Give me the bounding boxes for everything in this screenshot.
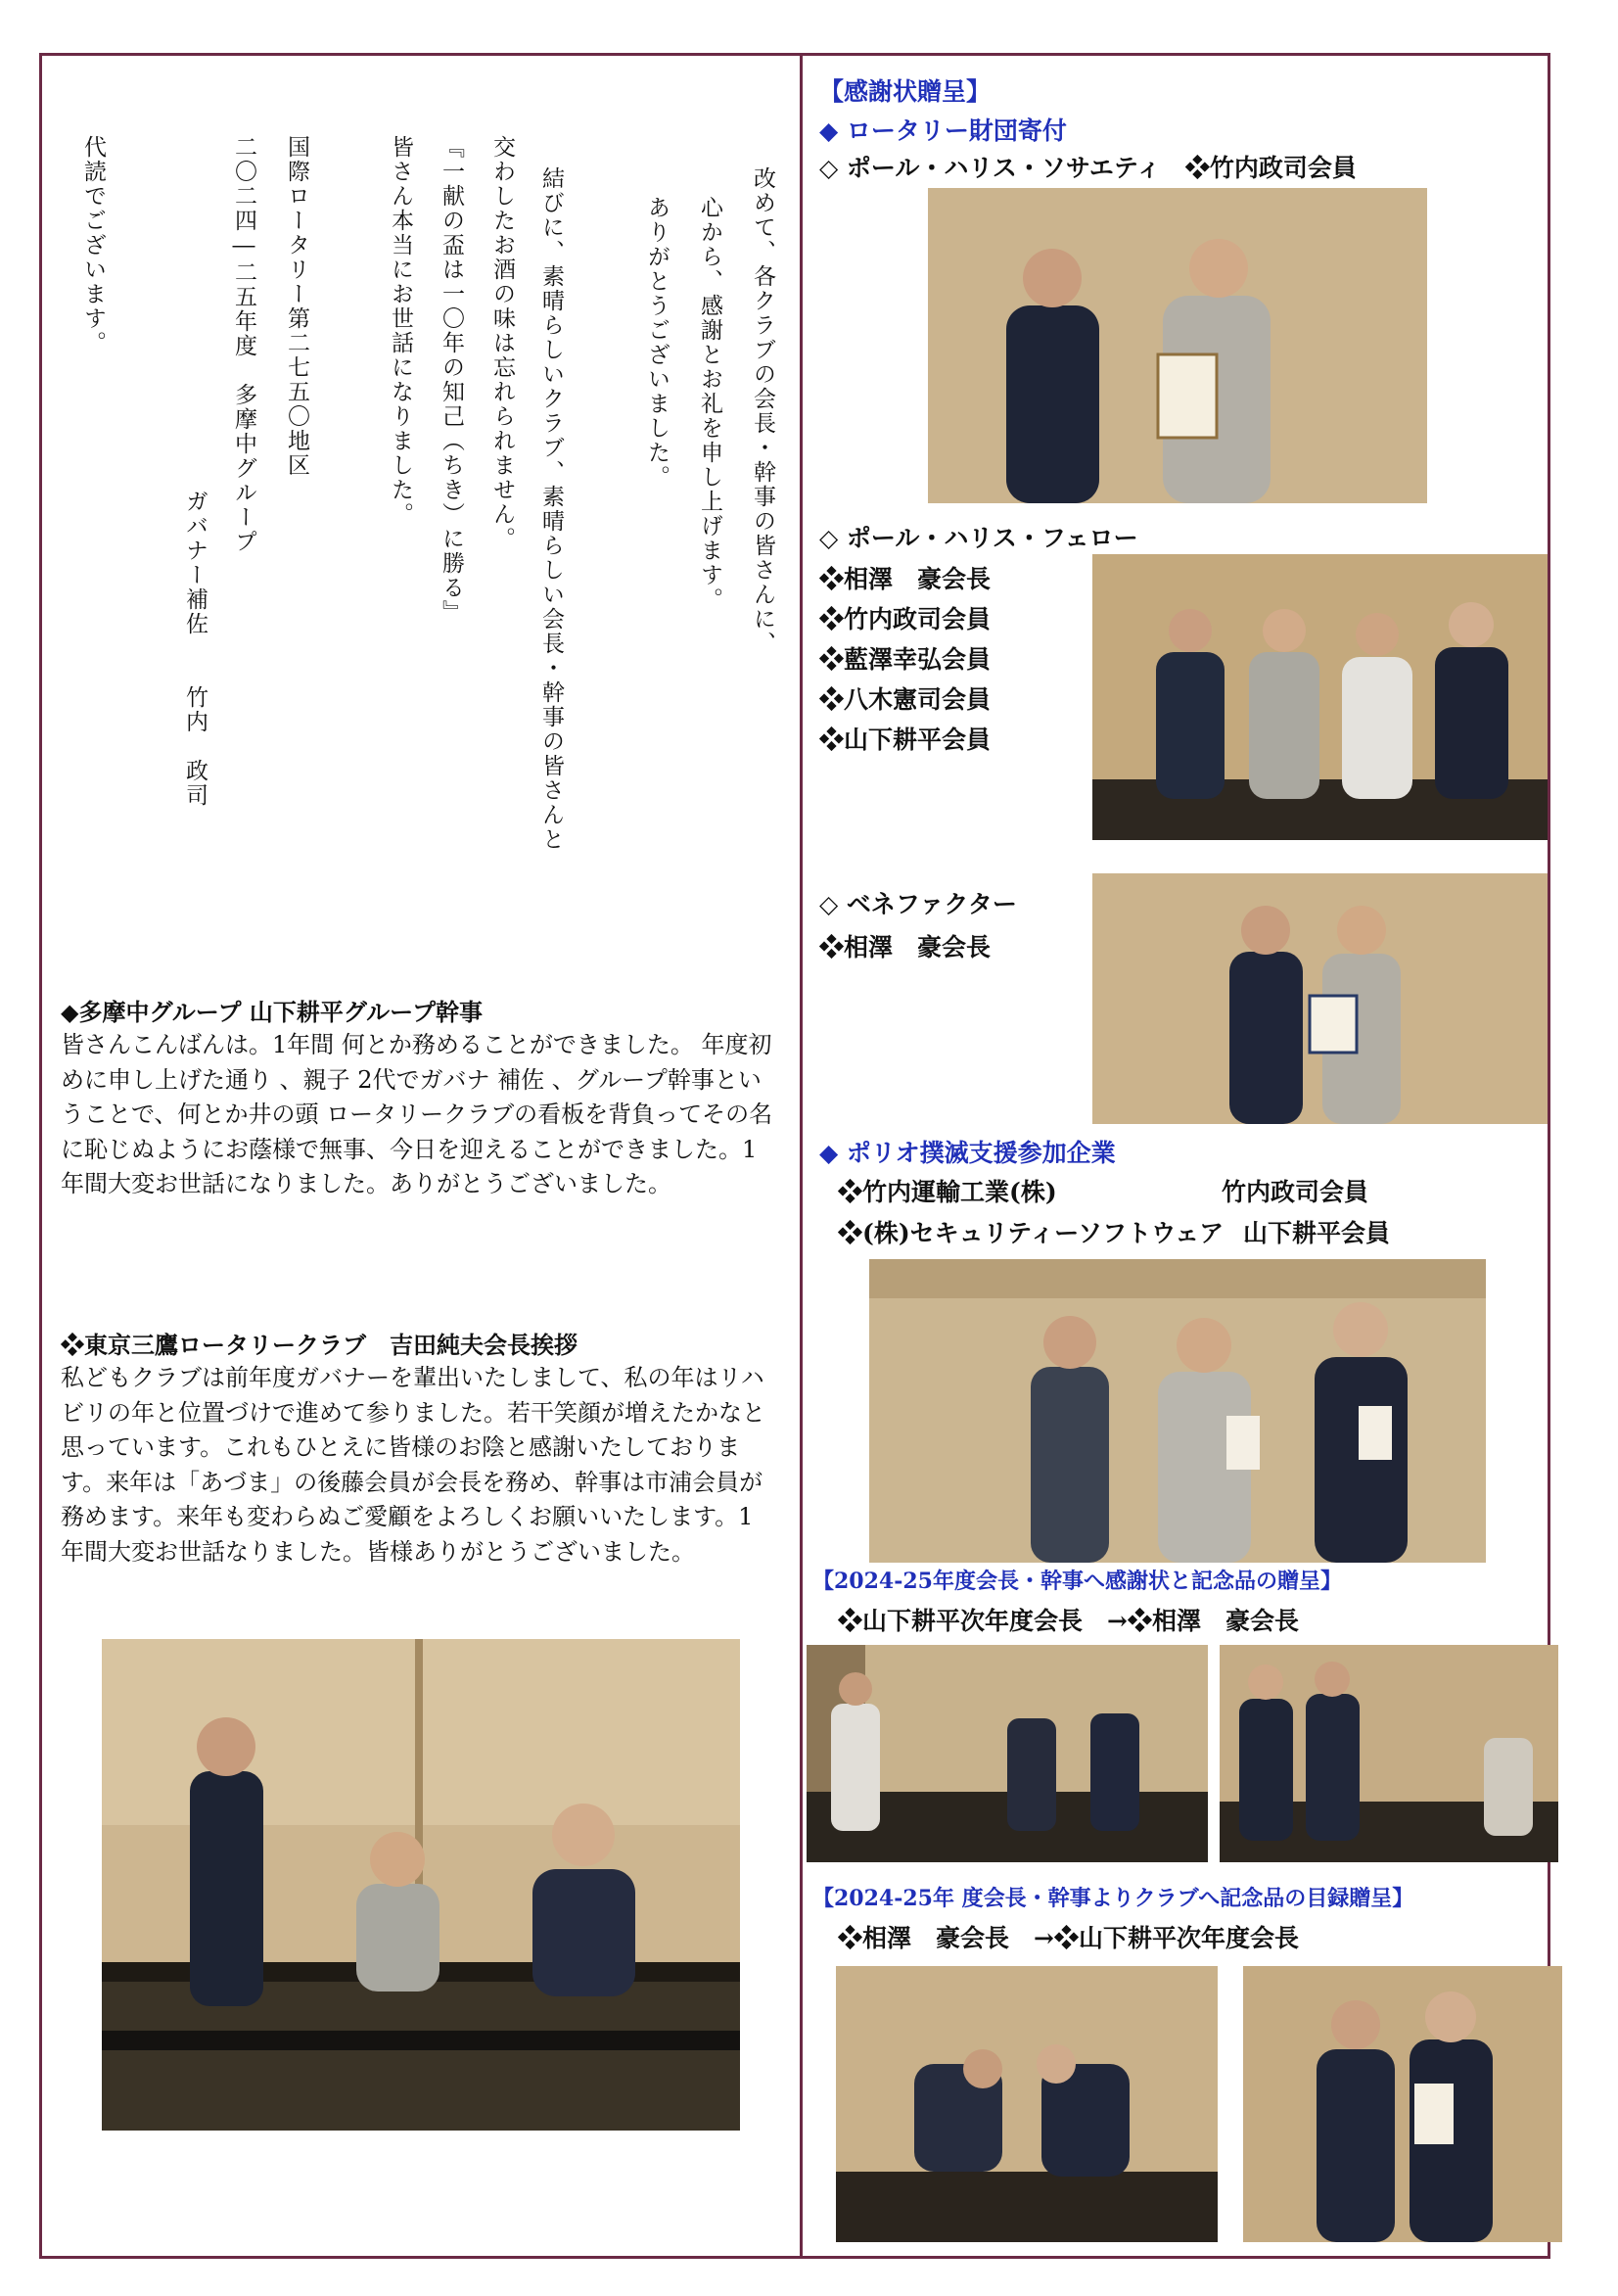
vertical-line-10: ガバナー補佐 竹内 政司 [182, 490, 208, 808]
section-body-yamashita: 皆さんこんばんは。1年間 何とか務めることができました。 年度初めに申し上げた通り 、親子 2代でガバナ 補佐 、グループ幹事ということで、何とか井の頭 ロータリークラブの看板を背負ってその名に恥じぬようにお蔭様で無事、今日を迎えることができました。1年間大変お世話になりました。ありがとうございました。 [61, 1031, 773, 1197]
polio-company-2: ❖(株)セキュリティーソフトウェア [838, 1219, 1225, 1247]
phf-member-2: ❖竹内政司会員 [819, 605, 992, 633]
award1-heading: 【2024-25年度会長・幹事へ感謝状と記念品の贈呈】 [812, 1569, 1342, 1594]
award1-line: ❖山下耕平次年度会長 →❖相澤 豪会長 [838, 1607, 1299, 1635]
vertical-line-11: 代読でございます。 [80, 135, 106, 355]
award1-photo-right [1220, 1645, 1558, 1862]
vertical-line-4: 結びに、素晴らしいクラブ、素晴らしい会長・幹事の皆さんと [538, 166, 564, 852]
section-heading-yoshida: ❖東京三鷹ロータリークラブ 吉田純夫会長挨拶 [61, 1331, 578, 1359]
column-divider [800, 53, 803, 2259]
phf-member-5: ❖山下耕平会員 [819, 726, 992, 754]
phf-member-1: ❖相澤 豪会長 [819, 565, 992, 593]
polio-member-2: 山下耕平会員 [1243, 1219, 1391, 1247]
polio-heading: ◆ ポリオ撲滅支援参加企業 [819, 1139, 1116, 1167]
benefactor-photo [1092, 873, 1548, 1124]
benefactor-heading: ◇ ベネファクター [819, 890, 1017, 918]
paul-harris-fellow-photo [1092, 554, 1548, 840]
dinner-speech-photo [102, 1639, 740, 2131]
award2-heading: 【2024-25年 度会長・幹事よりクラブへ記念品の目録贈呈】 [812, 1886, 1414, 1911]
vertical-line-6: 『一献の盃は一〇年の知己（ちき）に勝る』 [439, 135, 464, 625]
polio-member-1: 竹内政司会員 [1222, 1178, 1369, 1206]
benefactor-member: ❖相澤 豪会長 [819, 933, 992, 961]
paul-harris-society-line: ◇ ポール・ハリス・ソサエティ ❖竹内政司会員 [819, 154, 1357, 182]
thanks-title: 【感謝状贈呈】 [819, 77, 992, 106]
award2-photo-right [1243, 1966, 1562, 2242]
vertical-line-9: 二〇二四―二五年度 多摩中グループ [231, 135, 256, 554]
vertical-line-1: 改めて、各クラブの会長・幹事の皆さんに、 [750, 166, 775, 656]
award1-photo-left [807, 1645, 1208, 1862]
paul-harris-fellow-heading: ◇ ポール・ハリス・フェロー [819, 524, 1138, 552]
rotary-foundation-heading: ◆ ロータリー財団寄付 [819, 117, 1067, 145]
vertical-line-5: 交わしたお酒の味は忘れられません。 [489, 135, 515, 551]
phf-member-4: ❖八木憲司会員 [819, 685, 992, 714]
award2-line: ❖相澤 豪会長 →❖山下耕平次年度会長 [838, 1924, 1299, 1952]
vertical-line-7: 皆さん本当にお世話になりました。 [388, 135, 413, 527]
vertical-line-2: 心から、感謝とお礼を申し上げます。 [697, 196, 722, 612]
section-body-yoshida: 私どもクラブは前年度ガバナーを輩出いたしまして、私の年はリハビリの年と位置づけで進めて参りました。若干笑顔が増えたかなと思っています。これもひとえに皆様のお陰と感謝いたしております。来年は「あづま」の後藤会員が会長を務め、幹事は市浦会員が務めます。来年も変わらぬご愛顧をよろしくお願いいたします。1年間大変お世話なりました。皆様ありがとうございました。 [61, 1364, 765, 1566]
paul-harris-society-photo [928, 188, 1427, 503]
polio-company-1: ❖竹内運輸工業(株) [838, 1178, 1057, 1206]
phf-member-3: ❖藍澤幸弘会員 [819, 645, 992, 674]
section-heading-yamashita: ◆多摩中グループ 山下耕平グループ幹事 [61, 998, 483, 1026]
award2-photo-left [836, 1966, 1218, 2242]
vertical-line-3: ありがとうございました。 [644, 196, 670, 490]
vertical-line-8: 国際ロータリー第二七五〇地区 [284, 135, 309, 478]
polio-photo [869, 1259, 1486, 1563]
